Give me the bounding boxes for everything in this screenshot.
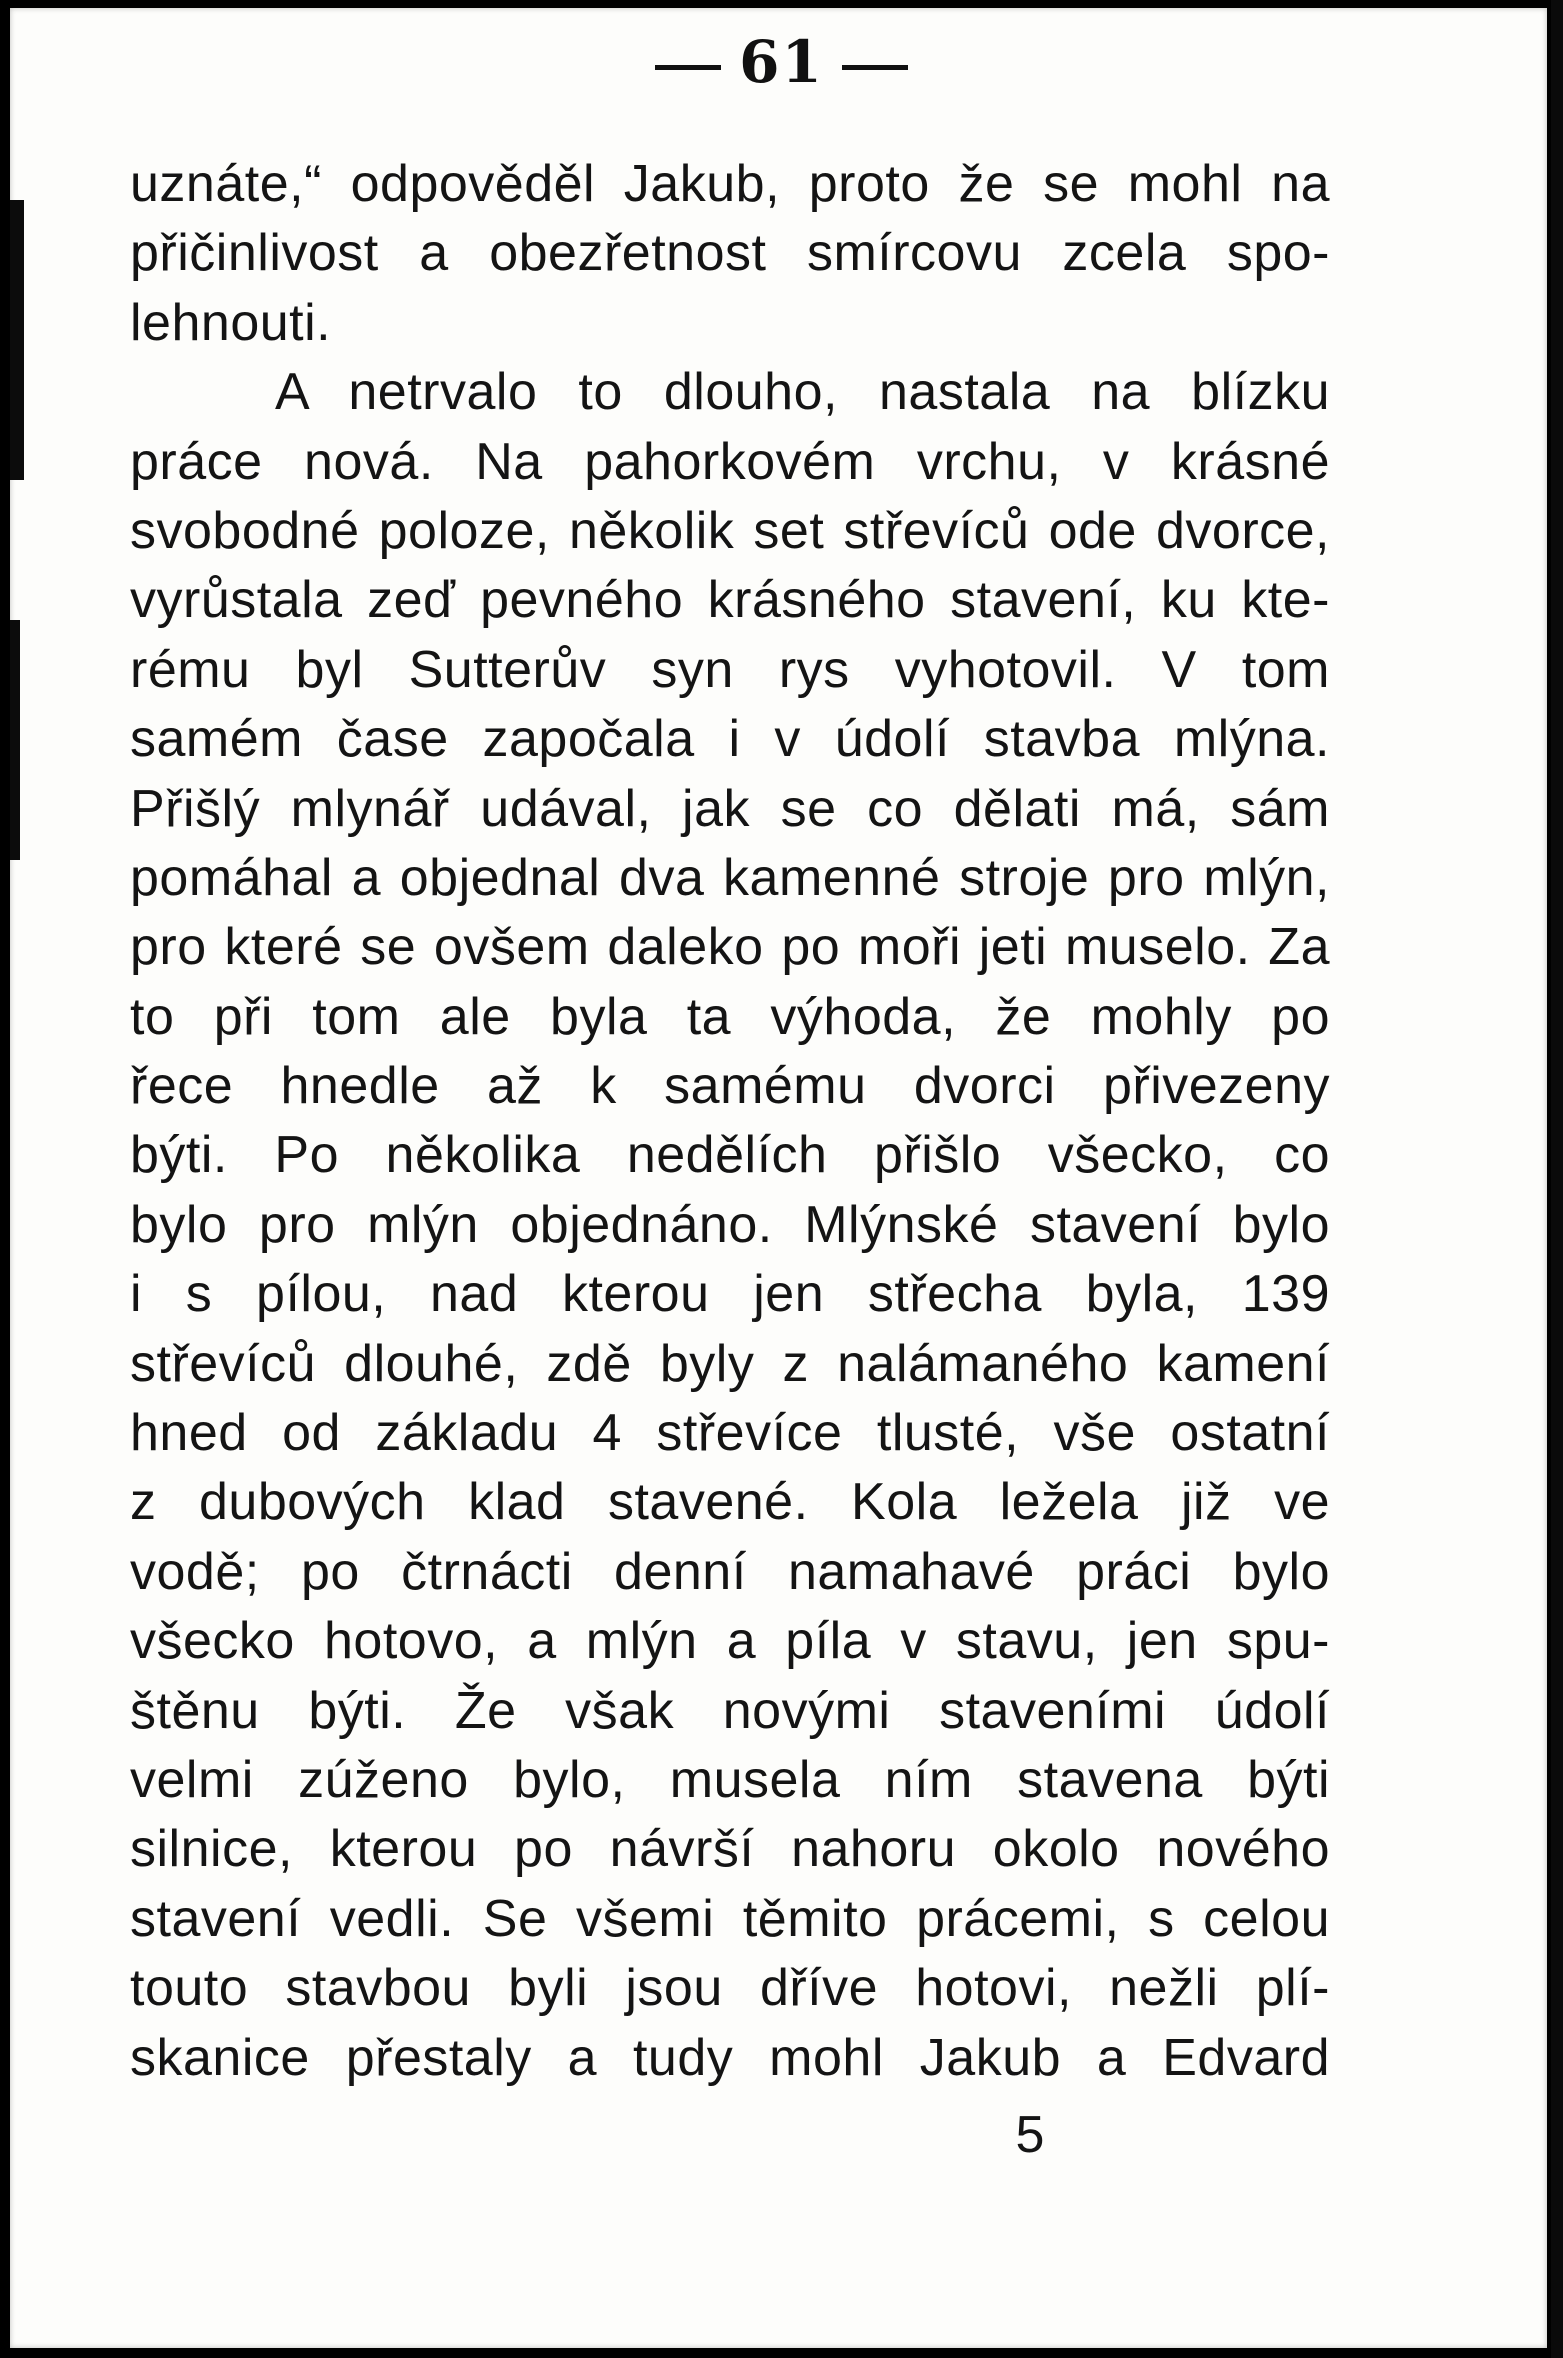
scan-gutter-mark — [10, 200, 24, 480]
text-line: uznáte,“ odpověděl Jakub, proto že se mohl na — [130, 155, 1330, 213]
page-number-header — [0, 28, 1563, 96]
scan-edge — [1551, 0, 1563, 2358]
text-line: práce nová. Na pahorkovém vrchu, v krásné — [130, 432, 1330, 491]
text-line: Přišlý mlynář udával, jak se co dělati má, sám — [130, 779, 1330, 838]
header-dash-left — [655, 65, 721, 70]
page-number: 61 — [739, 28, 824, 96]
text-line: všecko hotovo, a mlýn a píla v stavu, jen spu- — [130, 1612, 1330, 1671]
text-line: střevíců dlouhé, zdě byly z nalámaného kamení — [130, 1334, 1330, 1393]
text-line: přičinlivost a obezřetnost smírcovu zcela spo- — [130, 224, 1330, 283]
text-line: býti. Po několika nedělích přišlo všecko, co — [130, 1126, 1330, 1185]
text-line: to při tom ale byla ta výhoda, že mohly po — [130, 987, 1330, 1046]
text-line: samém čase započala i v údolí stavba mlýna. — [130, 710, 1330, 769]
signature-mark: 5 — [1015, 2106, 1045, 2164]
header-dash-right — [842, 65, 908, 70]
text-line: skanice přestaly a tudy mohl Jakub a Edvard — [130, 2028, 1330, 2087]
text-line: lehnouti. — [130, 293, 332, 352]
text-line: i s pílou, nad kterou jen střecha byla, 139 — [130, 1265, 1330, 1324]
body-text — [130, 150, 1330, 2093]
text-line: bylo pro mlýn objednáno. Mlýnské stavení bylo — [130, 1195, 1330, 1254]
text-line: vodě; po čtrnácti denní namahavé práci bylo — [130, 1542, 1330, 1601]
text-line: z dubových klad stavené. Kola ležela již ve — [130, 1473, 1330, 1532]
text-line: stavení vedli. Se všemi těmito prácemi, s celou — [130, 1889, 1330, 1948]
text-line: štěnu býti. Že však novými staveními údolí — [130, 1681, 1330, 1740]
text-line: řece hnedle až k samému dvorci přivezeny — [130, 1057, 1330, 1116]
text-line: velmi zúženo bylo, musela ním stavena býti — [130, 1750, 1330, 1809]
scan-gutter-mark — [10, 620, 20, 860]
text-line: pomáhal a objednal dva kamenné stroje pro mlýn, — [130, 848, 1330, 907]
text-line: hned od základu 4 střevíce tlusté, vše ostatní — [130, 1404, 1330, 1463]
text-line: A netrvalo to dlouho, nastala na blízku — [275, 363, 1330, 422]
text-line: pro které se ovšem daleko po moři jeti muselo. Za — [130, 918, 1330, 977]
text-line: rému byl Sutterův syn rys vyhotovil. V tom — [130, 640, 1330, 699]
text-line: svobodné poloze, několik set střevíců ode dvorce, — [130, 501, 1330, 560]
text-line: touto stavbou byli jsou dříve hotovi, nežli plí- — [130, 1959, 1330, 2018]
text-line: silnice, kterou po návrší nahoru okolo nového — [130, 1820, 1330, 1879]
text-line: vyrůstala zeď pevného krásného stavení, ku kte- — [130, 571, 1330, 630]
